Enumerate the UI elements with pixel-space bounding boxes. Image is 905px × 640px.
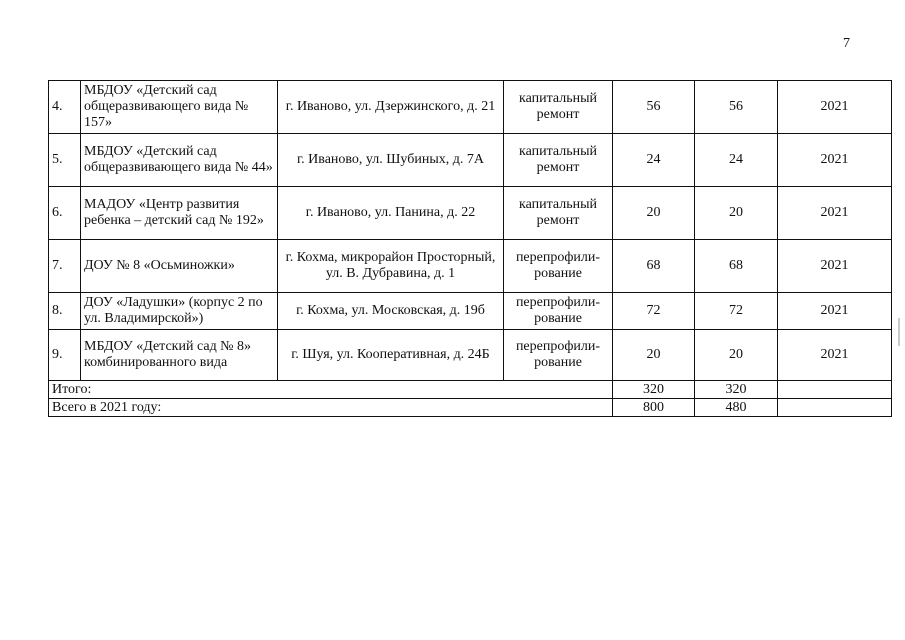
subtotal-value-1: 320 — [613, 381, 695, 399]
facilities-table — [48, 80, 892, 417]
value-1: 24 — [613, 134, 695, 187]
value-2: 24 — [695, 134, 778, 187]
total-row — [49, 399, 892, 417]
table-row — [49, 330, 892, 381]
total-label: Всего в 2021 году: — [49, 399, 613, 417]
total-value-1: 800 — [613, 399, 695, 417]
institution-name: МБДОУ «Детский сад общеразвивающего вида № 44» — [81, 134, 278, 187]
subtotal-year — [778, 381, 892, 399]
year: 2021 — [778, 134, 892, 187]
address: г. Кохма, ул. Московская, д. 19б — [278, 293, 504, 330]
year: 2021 — [778, 240, 892, 293]
subtotal-row — [49, 381, 892, 399]
table-row — [49, 187, 892, 240]
value-2: 56 — [695, 81, 778, 134]
work-type: капитальный ремонт — [504, 134, 613, 187]
address: г. Шуя, ул. Кооперативная, д. 24Б — [278, 330, 504, 381]
row-number: 6. — [49, 187, 81, 240]
value-2: 72 — [695, 293, 778, 330]
total-year — [778, 399, 892, 417]
institution-name: ДОУ № 8 «Осьминожки» — [81, 240, 278, 293]
address: г. Иваново, ул. Дзержинского, д. 21 — [278, 81, 504, 134]
institution-name: МБДОУ «Детский сад № 8» комбинированного вида — [81, 330, 278, 381]
work-type: перепрофили-рование — [504, 330, 613, 381]
table-row — [49, 81, 892, 134]
work-type: капитальный ремонт — [504, 187, 613, 240]
year: 2021 — [778, 187, 892, 240]
work-type: перепрофили-рование — [504, 240, 613, 293]
value-1: 20 — [613, 187, 695, 240]
row-number: 4. — [49, 81, 81, 134]
total-value-2: 480 — [695, 399, 778, 417]
page-number: 7 — [843, 36, 850, 51]
value-1: 72 — [613, 293, 695, 330]
institution-name: МБДОУ «Детский сад общеразвивающего вида № 157» — [81, 81, 278, 134]
year: 2021 — [778, 330, 892, 381]
value-2: 68 — [695, 240, 778, 293]
address: г. Кохма, микрорайон Просторный, ул. В. Дубравина, д. 1 — [278, 240, 504, 293]
year: 2021 — [778, 293, 892, 330]
row-number: 5. — [49, 134, 81, 187]
row-number: 7. — [49, 240, 81, 293]
value-1: 56 — [613, 81, 695, 134]
row-number: 9. — [49, 330, 81, 381]
value-1: 20 — [613, 330, 695, 381]
work-type: перепрофили-рование — [504, 293, 613, 330]
table-row — [49, 240, 892, 293]
address: г. Иваново, ул. Шубиных, д. 7А — [278, 134, 504, 187]
value-2: 20 — [695, 330, 778, 381]
table-row — [49, 293, 892, 330]
subtotal-label: Итого: — [49, 381, 613, 399]
value-2: 20 — [695, 187, 778, 240]
table-row — [49, 134, 892, 187]
scan-artifact — [898, 318, 900, 346]
work-type: капитальный ремонт — [504, 81, 613, 134]
institution-name: МАДОУ «Центр развития ребенка – детский сад № 192» — [81, 187, 278, 240]
address: г. Иваново, ул. Панина, д. 22 — [278, 187, 504, 240]
row-number: 8. — [49, 293, 81, 330]
institution-name: ДОУ «Ладушки» (корпус 2 по ул. Владимирской») — [81, 293, 278, 330]
year: 2021 — [778, 81, 892, 134]
subtotal-value-2: 320 — [695, 381, 778, 399]
value-1: 68 — [613, 240, 695, 293]
